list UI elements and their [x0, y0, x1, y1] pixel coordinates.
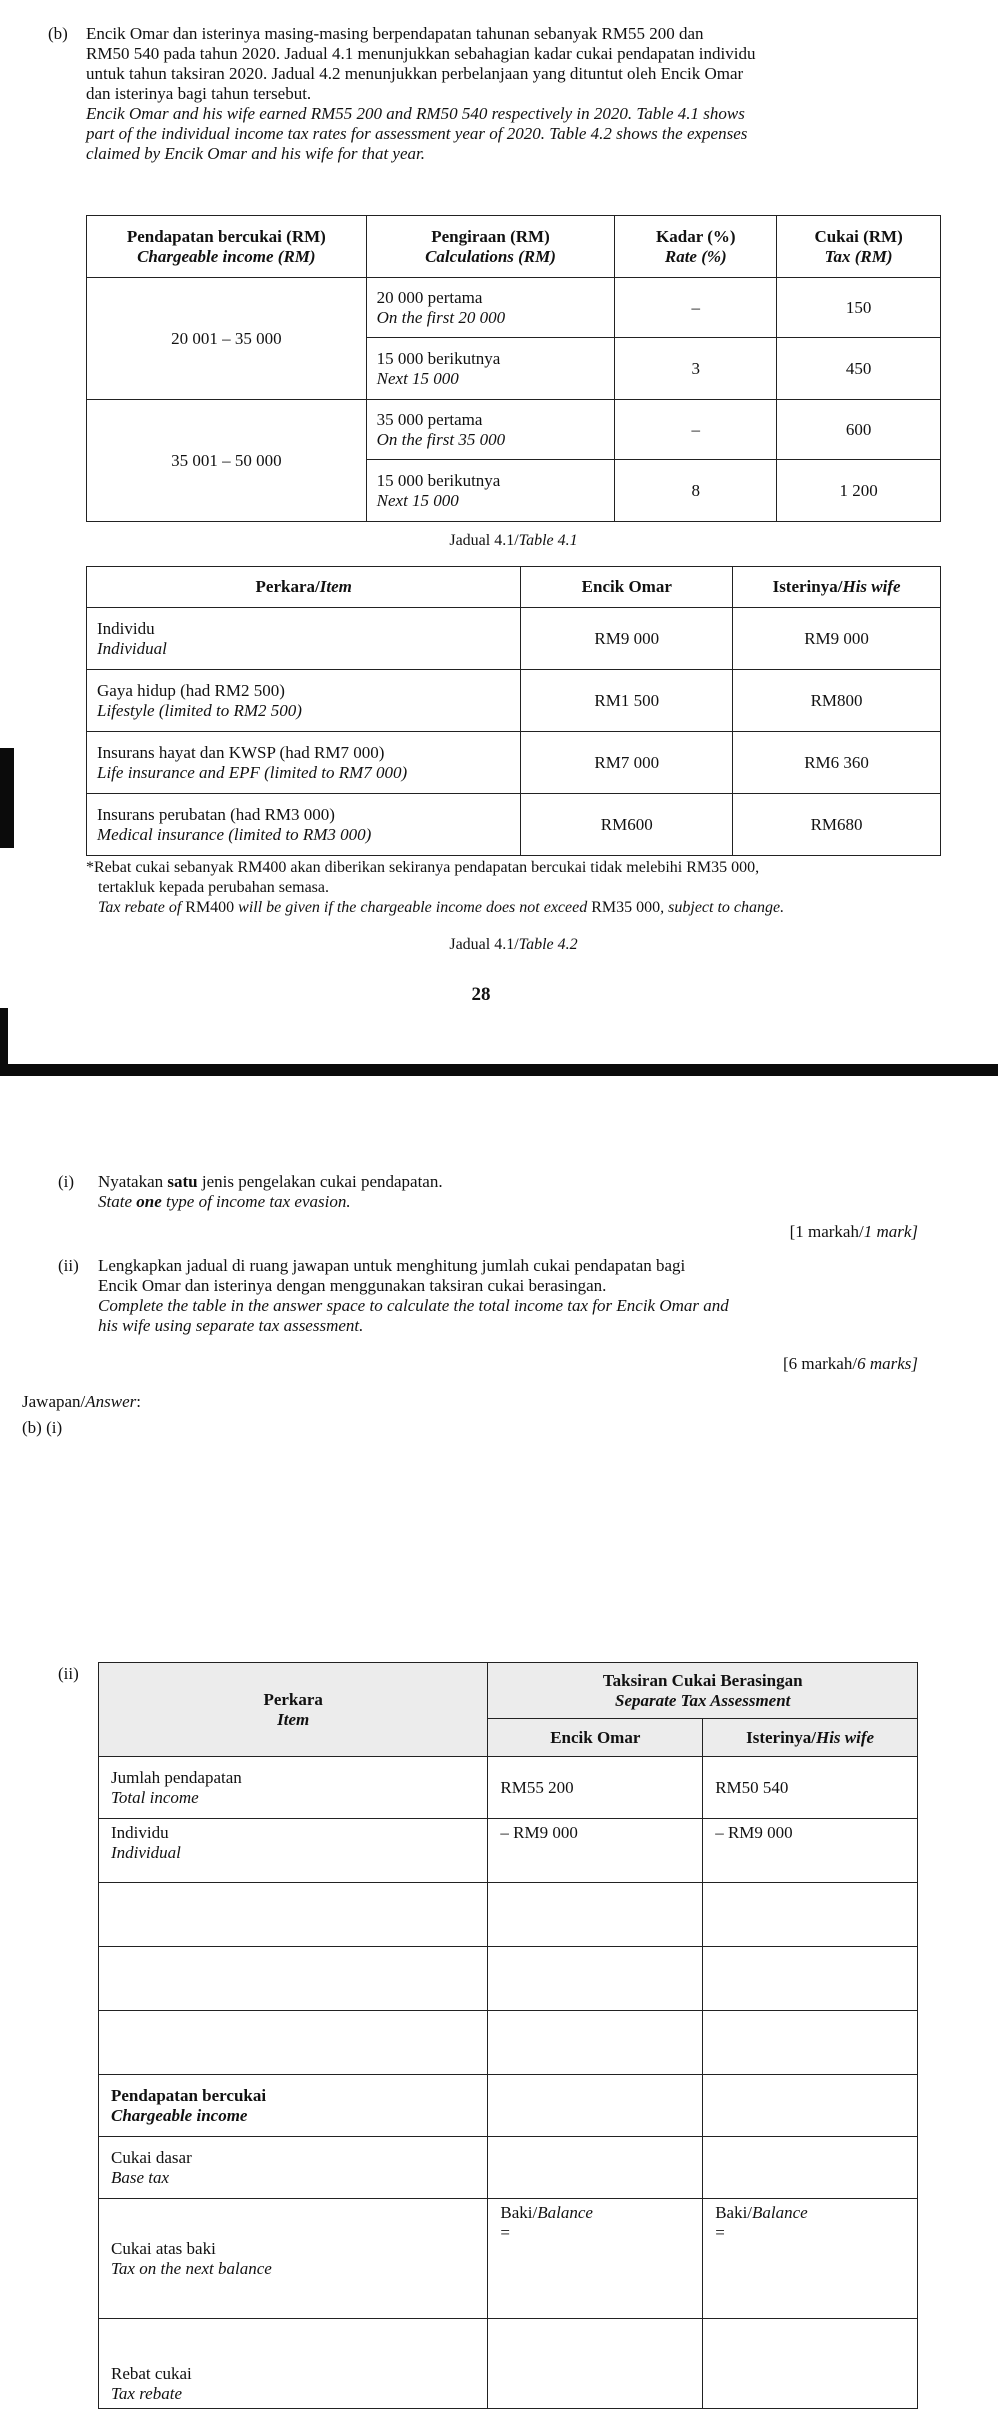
item-ms: Cukai atas baki: [111, 2238, 216, 2258]
answer-row-base-tax: [99, 2137, 918, 2199]
omar-cell: RM9 000: [521, 608, 733, 670]
item-ms: Rebat cukai: [111, 2364, 192, 2383]
table-row: [87, 732, 941, 794]
item-en: Total income: [111, 1787, 199, 1807]
answer-row-tax-rebate: [99, 2319, 918, 2409]
scan-edge-mark: [0, 748, 14, 848]
tax-cell: 150: [777, 278, 941, 338]
question-ii-en: his wife using separate tax assessment.: [98, 1316, 364, 1335]
table-row: [87, 608, 941, 670]
tax-rate-table: [86, 215, 941, 522]
answer-row-blank: [99, 1947, 918, 2011]
caption-ms: Jadual 4.1/: [449, 936, 519, 953]
answer-item-cell: [99, 2199, 488, 2319]
page-number: 28: [471, 984, 491, 1005]
balance-ms: Baki/: [500, 2203, 538, 2222]
header-ms: Kadar (%): [656, 226, 736, 246]
item-en: Tax rebate: [111, 2384, 182, 2403]
intro-en-line: Encik Omar and his wife earned RM55 200 and RM50 540 respectively in 2020. Table 4.1 shows: [86, 104, 745, 123]
calc-cell: [366, 400, 615, 460]
header-ms: Isterinya/: [746, 1727, 816, 1747]
header-ms: Pendapatan bercukai (RM): [126, 226, 326, 246]
intro-en-line: part of the individual income tax rates for assessment year of 2020. Table 4.2 shows the expenses: [86, 124, 748, 143]
header-ms: Isterinya/: [772, 577, 843, 596]
item-en: Individual: [111, 1843, 181, 1862]
item-en: Medical insurance (limited to RM3 000): [97, 824, 372, 844]
answer-wife-cell[interactable]: [703, 2137, 918, 2199]
header-en: Item: [277, 1709, 310, 1729]
q-text-bold: satu: [167, 1172, 198, 1191]
balance-label: [500, 2203, 690, 2223]
calc-en: On the first 20 000: [376, 307, 506, 327]
intro-english: [86, 104, 946, 164]
intro-ms-line: untuk tahun taksiran 2020. Jadual 4.2 menunjukkan perbelanjaan yang dituntut oleh Encik Omar: [86, 64, 744, 83]
answer-wife-cell[interactable]: – RM9 000: [703, 1819, 918, 1883]
marks-ms: [1 markah/: [789, 1222, 864, 1241]
item-ms: Gaya hidup (had RM2 500): [97, 680, 285, 700]
answer-item-cell: [99, 1819, 488, 1883]
answer-row-blank: [99, 1883, 918, 1947]
balance-label: [715, 2203, 905, 2223]
header-his-wife: [733, 567, 941, 608]
intro-ms-line: dan isterinya bagi tahun tersebut.: [86, 84, 312, 103]
tax-rate-header-row: [87, 216, 941, 278]
question-b-label: (b): [48, 24, 68, 43]
item-en: Tax on the next balance: [111, 2258, 272, 2278]
marks-ms: [6 markah/: [782, 1354, 858, 1373]
item-ms: Cukai dasar: [111, 2147, 192, 2167]
calc-cell: [366, 278, 615, 338]
answer-wife-cell[interactable]: [703, 2199, 918, 2319]
header-ms: Perkara: [263, 1689, 323, 1709]
answer-omar-cell[interactable]: [488, 1883, 703, 1947]
item-cell: [87, 608, 521, 670]
answer-table: [98, 1662, 918, 2409]
item-ms: Individu: [97, 618, 155, 638]
expenses-table: [86, 566, 941, 856]
answer-item-cell[interactable]: [99, 1947, 488, 2011]
answer-omar-cell[interactable]: – RM9 000: [488, 1819, 703, 1883]
tax-cell: 1 200: [777, 460, 941, 522]
question-ii-ms: Lengkapkan jadual di ruang jawapan untuk menghitung jumlah cukai pendapatan bagi: [98, 1256, 686, 1275]
answer-row-total-income: [99, 1757, 918, 1819]
note-en-part: RM400: [185, 899, 235, 916]
table-row: [87, 670, 941, 732]
item-ms: Pendapatan bercukai: [111, 2085, 267, 2105]
intro-malay: [86, 24, 946, 104]
omar-cell: RM600: [521, 794, 733, 856]
item-cell: [87, 732, 521, 794]
answer-wife-cell[interactable]: [703, 1883, 918, 1947]
rate-cell: –: [615, 400, 777, 460]
answer-row-chargeable-income: [99, 2075, 918, 2137]
header-en: Separate Tax Assessment: [615, 1690, 791, 1710]
marks-en: 6 marks]: [857, 1354, 918, 1373]
note-en-part: RM35 000: [591, 899, 661, 916]
intro-ms-line: RM50 540 pada tahun 2020. Jadual 4.1 menunjukkan sebahagian kadar cukai pendapatan individu: [86, 44, 756, 63]
wife-cell: RM800: [733, 670, 941, 732]
table-4-1-caption: [86, 532, 941, 550]
answer-wife-cell[interactable]: RM50 540: [703, 1757, 918, 1819]
item-en: Life insurance and EPF (limited to RM7 000): [97, 762, 408, 782]
note-en-part: , subject to change.: [660, 899, 785, 916]
note-en-line: [86, 898, 966, 918]
answer-item-cell: [99, 2075, 488, 2137]
tax-rebate-note: [86, 858, 966, 918]
header-calculations: [366, 216, 615, 278]
item-ms: Insurans hayat dan KWSP (had RM7 000): [97, 742, 385, 762]
answer-wife-cell[interactable]: [703, 2075, 918, 2137]
question-i-label: (i): [58, 1172, 75, 1191]
question-ii-ms: Encik Omar dan isterinya dengan menggunakan taksiran cukai berasingan.: [98, 1276, 607, 1295]
question-i-ms: [98, 1172, 918, 1192]
answer-item-cell[interactable]: [99, 1883, 488, 1947]
calc-en: Next 15 000: [376, 368, 459, 388]
answer-header-separate-assessment: [488, 1663, 918, 1719]
calc-ms: 15 000 berikutnya: [376, 348, 501, 368]
item-ms: Insurans perubatan (had RM3 000): [97, 804, 335, 824]
answer-omar-cell[interactable]: [488, 2199, 703, 2319]
q-text: jenis pengelakan cukai pendapatan.: [197, 1172, 443, 1191]
wife-cell: RM6 360: [733, 732, 941, 794]
answer-omar-cell[interactable]: [488, 2075, 703, 2137]
header-en: Rate (%): [664, 246, 727, 266]
calc-cell: [366, 338, 615, 400]
answer-wife-cell[interactable]: [703, 1947, 918, 2011]
question-i-en: [98, 1192, 918, 1212]
header-item: [87, 567, 521, 608]
income-range: 35 001 – 50 000: [87, 400, 367, 522]
calc-ms: 35 000 pertama: [376, 409, 483, 429]
question-i-text: [98, 1172, 918, 1212]
caption-ms: Jadual 4.1/: [449, 532, 519, 549]
balance-en: Balance: [537, 2203, 593, 2222]
income-range: 20 001 – 35 000: [87, 278, 367, 400]
rate-cell: –: [615, 278, 777, 338]
calc-ms: 15 000 berikutnya: [376, 470, 501, 490]
item-ms: Jumlah pendapatan: [111, 1767, 242, 1787]
header-ms: Cukai (RM): [814, 226, 903, 246]
header-rate: [615, 216, 777, 278]
equals-sign: =: [715, 2223, 725, 2242]
balance-en: Balance: [752, 2203, 808, 2222]
question-i-marks: [790, 1222, 918, 1242]
caption-en: Table 4.2: [518, 936, 578, 953]
q-text: type of income tax evasion.: [161, 1192, 351, 1211]
header-en: Item: [319, 577, 352, 596]
q-text-bold: one: [136, 1192, 162, 1211]
q-text: Nyatakan: [98, 1172, 168, 1191]
question-ii-marks: [783, 1354, 918, 1374]
answer-item-cell: [99, 1757, 488, 1819]
answer-header-his-wife: [703, 1719, 918, 1757]
omar-cell: RM7 000: [521, 732, 733, 794]
answer-header-item: [99, 1663, 488, 1757]
answer-wife-cell[interactable]: [703, 2011, 918, 2075]
header-en: Calculations (RM): [425, 246, 556, 266]
answer-omar-cell[interactable]: [488, 2137, 703, 2199]
question-ii-text: [98, 1256, 918, 1336]
answer-label-colon: :: [136, 1392, 141, 1411]
answer-item-cell[interactable]: [99, 2011, 488, 2075]
item-en: Individual: [97, 638, 167, 658]
answer-label-ms: Jawapan/: [22, 1392, 86, 1411]
note-en-part: will be given if the chargeable income does not exceed: [234, 899, 592, 916]
note-ms-line: tertakluk kepada perubahan semasa.: [98, 879, 330, 896]
marks-en: 1 mark]: [863, 1222, 918, 1241]
table-4-2-caption: [86, 936, 941, 954]
rate-cell: 8: [615, 460, 777, 522]
header-tax: [777, 216, 941, 278]
answer-omar-cell[interactable]: RM55 200: [488, 1757, 703, 1819]
item-cell: [87, 670, 521, 732]
item-en: Chargeable income: [111, 2105, 248, 2125]
equals-sign: =: [500, 2223, 510, 2242]
answer-row-blank: [99, 2011, 918, 2075]
header-en: Chargeable income (RM): [137, 246, 316, 266]
item-ms: Individu: [111, 1823, 169, 1842]
answer-omar-cell[interactable]: [488, 2319, 703, 2409]
intro-en-line: claimed by Encik Omar and his wife for that year.: [86, 144, 426, 163]
table-row: [87, 794, 941, 856]
question-ii-label: (ii): [58, 1256, 79, 1275]
header-en: His wife: [842, 577, 901, 596]
table-row: [87, 400, 941, 460]
header-ms: Taksiran Cukai Berasingan: [602, 1670, 803, 1690]
table-row: [87, 278, 941, 338]
answer-wife-cell[interactable]: [703, 2319, 918, 2409]
answer-header-row: [99, 1663, 918, 1719]
header-encik-omar: Encik Omar: [521, 567, 733, 608]
tax-cell: 450: [777, 338, 941, 400]
answer-label-en: Answer: [85, 1392, 137, 1411]
page-break-bar: [0, 1064, 998, 1076]
answer-omar-cell[interactable]: [488, 2011, 703, 2075]
answer-part-ii: (ii): [58, 1664, 79, 1683]
header-ms: Perkara/: [255, 577, 320, 596]
header-en: His wife: [815, 1727, 875, 1747]
item-en: Base tax: [111, 2167, 170, 2187]
calc-ms: 20 000 pertama: [376, 287, 483, 307]
q-text: State: [98, 1192, 137, 1211]
answer-row-tax-next-balance: [99, 2199, 918, 2319]
calc-cell: [366, 460, 615, 522]
question-ii-en: Complete the table in the answer space to calculate the total income tax for Encik Omar and: [98, 1296, 729, 1315]
rate-cell: 3: [615, 338, 777, 400]
answer-header-encik-omar: Encik Omar: [488, 1719, 703, 1757]
header-ms: Pengiraan (RM): [431, 226, 550, 246]
answer-item-cell: [99, 2319, 488, 2409]
intro-ms-line: Encik Omar dan isterinya masing-masing berpendapatan tahunan sebanyak RM55 200 dan: [86, 24, 704, 43]
header-chargeable-income: [87, 216, 367, 278]
caption-en: Table 4.1: [518, 532, 578, 549]
note-en-part: Tax rebate of: [98, 899, 186, 916]
item-en: Lifestyle (limited to RM2 500): [97, 700, 302, 720]
item-cell: [87, 794, 521, 856]
note-ms-line: *Rebat cukai sebanyak RM400 akan diberikan sekiranya pendapatan bercukai tidak melebihi RM35 000,: [86, 859, 760, 876]
answer-row-individual: [99, 1819, 918, 1883]
expenses-header-row: [87, 567, 941, 608]
calc-en: Next 15 000: [376, 490, 459, 510]
answer-label: [22, 1392, 141, 1412]
answer-omar-cell[interactable]: [488, 1947, 703, 2011]
answer-part-b-i: (b) (i): [22, 1418, 63, 1437]
tax-cell: 600: [777, 400, 941, 460]
header-en: Tax (RM): [824, 246, 893, 266]
wife-cell: RM9 000: [733, 608, 941, 670]
wife-cell: RM680: [733, 794, 941, 856]
answer-item-cell: [99, 2137, 488, 2199]
scan-edge-mark: [0, 1008, 8, 1068]
balance-ms: Baki/: [715, 2203, 753, 2222]
omar-cell: RM1 500: [521, 670, 733, 732]
calc-en: On the first 35 000: [376, 429, 506, 449]
